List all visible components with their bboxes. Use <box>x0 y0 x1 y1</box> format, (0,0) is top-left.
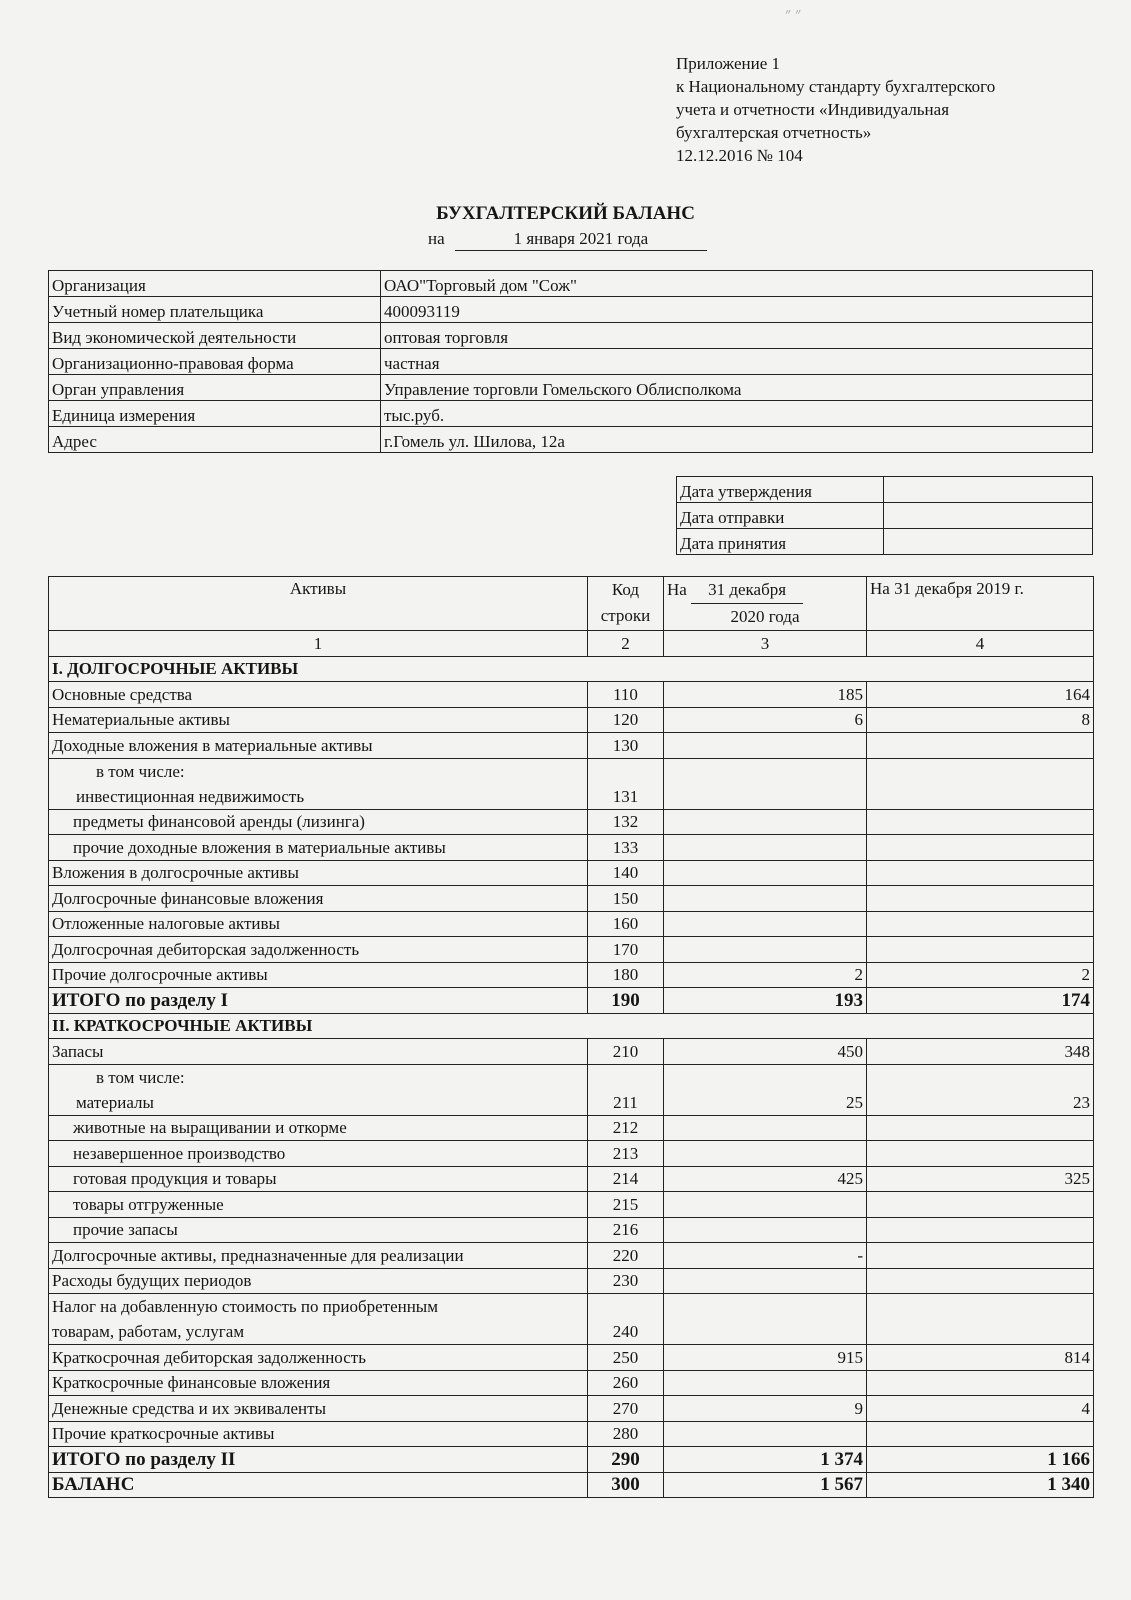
row-value-current: - <box>664 1243 867 1269</box>
table-row <box>49 886 1094 912</box>
row-value-current <box>664 937 867 963</box>
col-header-current-year: 2020 года <box>730 607 800 626</box>
row-value-previous: 8 <box>867 707 1094 733</box>
row-value-current <box>664 1370 867 1396</box>
section-row <box>49 1013 1094 1039</box>
info-value: Управление торговли Гомельского Облисполкома <box>381 375 1093 401</box>
table-row <box>49 1192 1094 1218</box>
row-value-current <box>664 1294 867 1345</box>
section-row <box>49 656 1094 682</box>
col-header-current-line <box>667 577 863 604</box>
row-value-previous <box>867 1294 1094 1345</box>
info-value: ОАО"Торговый дом "Сож" <box>381 271 1093 297</box>
row-value-previous <box>867 1217 1094 1243</box>
including-label: в том числе: <box>96 761 185 781</box>
row-value-current <box>664 809 867 835</box>
col-header-current-prefix: На <box>667 580 687 599</box>
row-name-text: Налог на добавленную стоимость по приобретенным <box>52 1297 438 1316</box>
info-row <box>49 271 1093 297</box>
table-row <box>49 1268 1094 1294</box>
row-name <box>49 758 588 809</box>
row-value-current <box>664 860 867 886</box>
total-row <box>49 988 1094 1014</box>
row-value-previous <box>867 886 1094 912</box>
row-value-previous <box>867 835 1094 861</box>
table-row <box>49 1115 1094 1141</box>
row-value-previous: 23 <box>867 1064 1094 1115</box>
balance-table <box>48 576 1094 1498</box>
dates-row <box>677 529 1093 555</box>
dates-value <box>884 529 1093 555</box>
table-row <box>49 1294 1094 1345</box>
row-value-previous <box>867 860 1094 886</box>
row-value-previous <box>867 1115 1094 1141</box>
row-value-previous: 164 <box>867 682 1094 708</box>
table-row <box>49 1421 1094 1447</box>
header-row <box>49 577 1094 631</box>
row-code: 132 <box>588 809 664 835</box>
info-value: частная <box>381 349 1093 375</box>
row-value-previous <box>867 1243 1094 1269</box>
row-code: 230 <box>588 1268 664 1294</box>
row-code: 290 <box>588 1447 664 1473</box>
info-label: Адрес <box>49 427 381 453</box>
row-code: 260 <box>588 1370 664 1396</box>
row-value-current <box>664 1268 867 1294</box>
row-value-current: 450 <box>664 1039 867 1065</box>
row-value-previous: 4 <box>867 1396 1094 1422</box>
appendix-line: 12.12.2016 № 104 <box>676 146 803 165</box>
row-code: 170 <box>588 937 664 963</box>
info-label: Организация <box>49 271 381 297</box>
row-value-current: 1 567 <box>664 1472 867 1498</box>
info-row <box>49 427 1093 453</box>
row-value-previous <box>867 758 1094 809</box>
col-header-assets: Активы <box>49 577 588 631</box>
row-value-current: 2 <box>664 962 867 988</box>
document-title: БУХГАЛТЕРСКИЙ БАЛАНС <box>436 203 695 224</box>
row-code: 213 <box>588 1141 664 1167</box>
info-value: 400093119 <box>381 297 1093 323</box>
row-value-current <box>664 1217 867 1243</box>
row-code: 250 <box>588 1345 664 1371</box>
col-header-current <box>664 577 867 631</box>
row-code: 110 <box>588 682 664 708</box>
section-title: II. КРАТКОСРОЧНЫЕ АКТИВЫ <box>49 1013 1094 1039</box>
row-code: 220 <box>588 1243 664 1269</box>
row-name: Денежные средства и их эквиваленты <box>49 1396 588 1422</box>
report-date-value: 1 января 2021 года <box>455 229 707 251</box>
row-value-current <box>664 886 867 912</box>
row-value-current: 193 <box>664 988 867 1014</box>
column-number-row <box>49 631 1094 657</box>
row-name: прочие доходные вложения в материальные активы <box>49 835 588 861</box>
row-code: 214 <box>588 1166 664 1192</box>
appendix-note <box>676 52 1096 167</box>
row-value-current <box>664 835 867 861</box>
table-row <box>49 911 1094 937</box>
row-code: 133 <box>588 835 664 861</box>
row-name: Запасы <box>49 1039 588 1065</box>
row-name: прочие запасы <box>49 1217 588 1243</box>
row-name: Расходы будущих периодов <box>49 1268 588 1294</box>
dates-value <box>884 477 1093 503</box>
row-value-current: 1 374 <box>664 1447 867 1473</box>
row-value-current <box>664 1192 867 1218</box>
row-value-current <box>664 733 867 759</box>
row-name-text: товарам, работам, услугам <box>52 1322 245 1341</box>
row-code: 270 <box>588 1396 664 1422</box>
table-row <box>49 835 1094 861</box>
col-header-code-line: Код <box>611 580 640 599</box>
dates-label: Дата утверждения <box>677 477 884 503</box>
row-name: Вложения в долгосрочные активы <box>49 860 588 886</box>
row-name: Основные средства <box>49 682 588 708</box>
row-name: Доходные вложения в материальные активы <box>49 733 588 759</box>
row-name <box>49 1064 588 1115</box>
row-value-current <box>664 1141 867 1167</box>
row-code: 216 <box>588 1217 664 1243</box>
row-value-previous: 2 <box>867 962 1094 988</box>
table-row <box>49 682 1094 708</box>
total-row <box>49 1447 1094 1473</box>
row-value-previous <box>867 1141 1094 1167</box>
row-code: 212 <box>588 1115 664 1141</box>
row-name: готовая продукция и товары <box>49 1166 588 1192</box>
table-row <box>49 1039 1094 1065</box>
row-value-previous: 814 <box>867 1345 1094 1371</box>
row-value-current: 185 <box>664 682 867 708</box>
dates-value <box>884 503 1093 529</box>
row-value-current <box>664 1115 867 1141</box>
info-row <box>49 375 1093 401</box>
row-code: 160 <box>588 911 664 937</box>
row-name: ИТОГО по разделу II <box>49 1447 588 1473</box>
including-label: в том числе: <box>96 1067 185 1087</box>
row-code: 211 <box>588 1064 664 1115</box>
row-value-current: 9 <box>664 1396 867 1422</box>
row-name: Долгосрочные активы, предназначенные для реализации <box>49 1243 588 1269</box>
row-value-previous: 1 340 <box>867 1472 1094 1498</box>
info-row <box>49 349 1093 375</box>
info-label: Вид экономической деятельности <box>49 323 381 349</box>
row-code: 190 <box>588 988 664 1014</box>
row-code: 240 <box>588 1294 664 1345</box>
row-value-current <box>664 758 867 809</box>
table-row <box>49 1370 1094 1396</box>
row-name: ИТОГО по разделу I <box>49 988 588 1014</box>
row-code: 300 <box>588 1472 664 1498</box>
col-header-current-date: 31 декабря <box>691 577 803 604</box>
row-name-text: инвестиционная недвижимость <box>76 786 305 806</box>
row-name: БАЛАНС <box>49 1472 588 1498</box>
row-name: Долгосрочные финансовые вложения <box>49 886 588 912</box>
row-name <box>49 1294 588 1345</box>
col-header-code <box>588 577 664 631</box>
dates-label: Дата принятия <box>677 529 884 555</box>
report-date-prefix: на <box>428 229 445 248</box>
table-row <box>49 809 1094 835</box>
col-header-code-line: строки <box>600 606 651 625</box>
row-name: Нематериальные активы <box>49 707 588 733</box>
info-row <box>49 401 1093 427</box>
row-code: 280 <box>588 1421 664 1447</box>
table-row <box>49 1243 1094 1269</box>
info-label: Орган управления <box>49 375 381 401</box>
column-number: 1 <box>49 631 588 657</box>
row-name: Отложенные налоговые активы <box>49 911 588 937</box>
column-number: 2 <box>588 631 664 657</box>
table-row <box>49 860 1094 886</box>
row-value-previous <box>867 733 1094 759</box>
row-name: незавершенное производство <box>49 1141 588 1167</box>
section-title: I. ДОЛГОСРОЧНЫЕ АКТИВЫ <box>49 656 1094 682</box>
info-label: Единица измерения <box>49 401 381 427</box>
dates-row <box>677 503 1093 529</box>
row-value-previous <box>867 809 1094 835</box>
row-value-previous: 348 <box>867 1039 1094 1065</box>
row-code: 150 <box>588 886 664 912</box>
row-code: 130 <box>588 733 664 759</box>
row-value-current: 425 <box>664 1166 867 1192</box>
row-value-current <box>664 1421 867 1447</box>
appendix-line: бухгалтерская отчетность» <box>676 123 872 142</box>
row-code: 131 <box>588 758 664 809</box>
row-value-current <box>664 911 867 937</box>
info-value: г.Гомель ул. Шилова, 12а <box>381 427 1093 453</box>
info-row <box>49 297 1093 323</box>
table-row <box>49 962 1094 988</box>
dates-table <box>676 476 1093 555</box>
row-code: 210 <box>588 1039 664 1065</box>
table-row <box>49 1396 1094 1422</box>
row-code: 140 <box>588 860 664 886</box>
report-date <box>428 229 707 251</box>
row-value-previous: 325 <box>867 1166 1094 1192</box>
table-row <box>49 937 1094 963</box>
table-row <box>49 1166 1094 1192</box>
row-value-current: 25 <box>664 1064 867 1115</box>
row-value-previous <box>867 911 1094 937</box>
row-value-previous <box>867 1268 1094 1294</box>
info-label: Учетный номер плательщика <box>49 297 381 323</box>
row-name: Долгосрочная дебиторская задолженность <box>49 937 588 963</box>
scan-artifact: ״ ״ <box>785 6 802 23</box>
table-row <box>49 733 1094 759</box>
row-name: Прочие долгосрочные активы <box>49 962 588 988</box>
info-value: тыс.руб. <box>381 401 1093 427</box>
table-row <box>49 1217 1094 1243</box>
row-name: Краткосрочные финансовые вложения <box>49 1370 588 1396</box>
appendix-line: к Национальному стандарту бухгалтерского <box>676 77 996 96</box>
column-number: 3 <box>664 631 867 657</box>
info-label: Организационно-правовая форма <box>49 349 381 375</box>
info-row <box>49 323 1093 349</box>
dates-row <box>677 477 1093 503</box>
balance-total-row <box>49 1472 1094 1498</box>
col-header-previous: На 31 декабря 2019 г. <box>867 577 1094 631</box>
row-value-current: 6 <box>664 707 867 733</box>
row-value-current: 915 <box>664 1345 867 1371</box>
row-name-text: материалы <box>76 1092 154 1112</box>
row-code: 215 <box>588 1192 664 1218</box>
table-row <box>49 707 1094 733</box>
table-row <box>49 758 1094 809</box>
organization-info-table <box>48 270 1093 453</box>
row-name: Прочие краткосрочные активы <box>49 1421 588 1447</box>
row-name: Краткосрочная дебиторская задолженность <box>49 1345 588 1371</box>
row-value-previous <box>867 1421 1094 1447</box>
column-number: 4 <box>867 631 1094 657</box>
dates-label: Дата отправки <box>677 503 884 529</box>
row-value-previous <box>867 1192 1094 1218</box>
row-value-previous <box>867 1370 1094 1396</box>
table-row <box>49 1345 1094 1371</box>
row-value-previous <box>867 937 1094 963</box>
row-value-previous: 174 <box>867 988 1094 1014</box>
appendix-line: Приложение 1 <box>676 54 780 73</box>
row-name: предметы финансовой аренды (лизинга) <box>49 809 588 835</box>
table-row <box>49 1141 1094 1167</box>
appendix-line: учета и отчетности «Индивидуальная <box>676 100 950 119</box>
row-code: 120 <box>588 707 664 733</box>
row-name: товары отгруженные <box>49 1192 588 1218</box>
info-value: оптовая торговля <box>381 323 1093 349</box>
row-code: 180 <box>588 962 664 988</box>
table-row <box>49 1064 1094 1115</box>
row-name: животные на выращивании и откорме <box>49 1115 588 1141</box>
row-value-previous: 1 166 <box>867 1447 1094 1473</box>
